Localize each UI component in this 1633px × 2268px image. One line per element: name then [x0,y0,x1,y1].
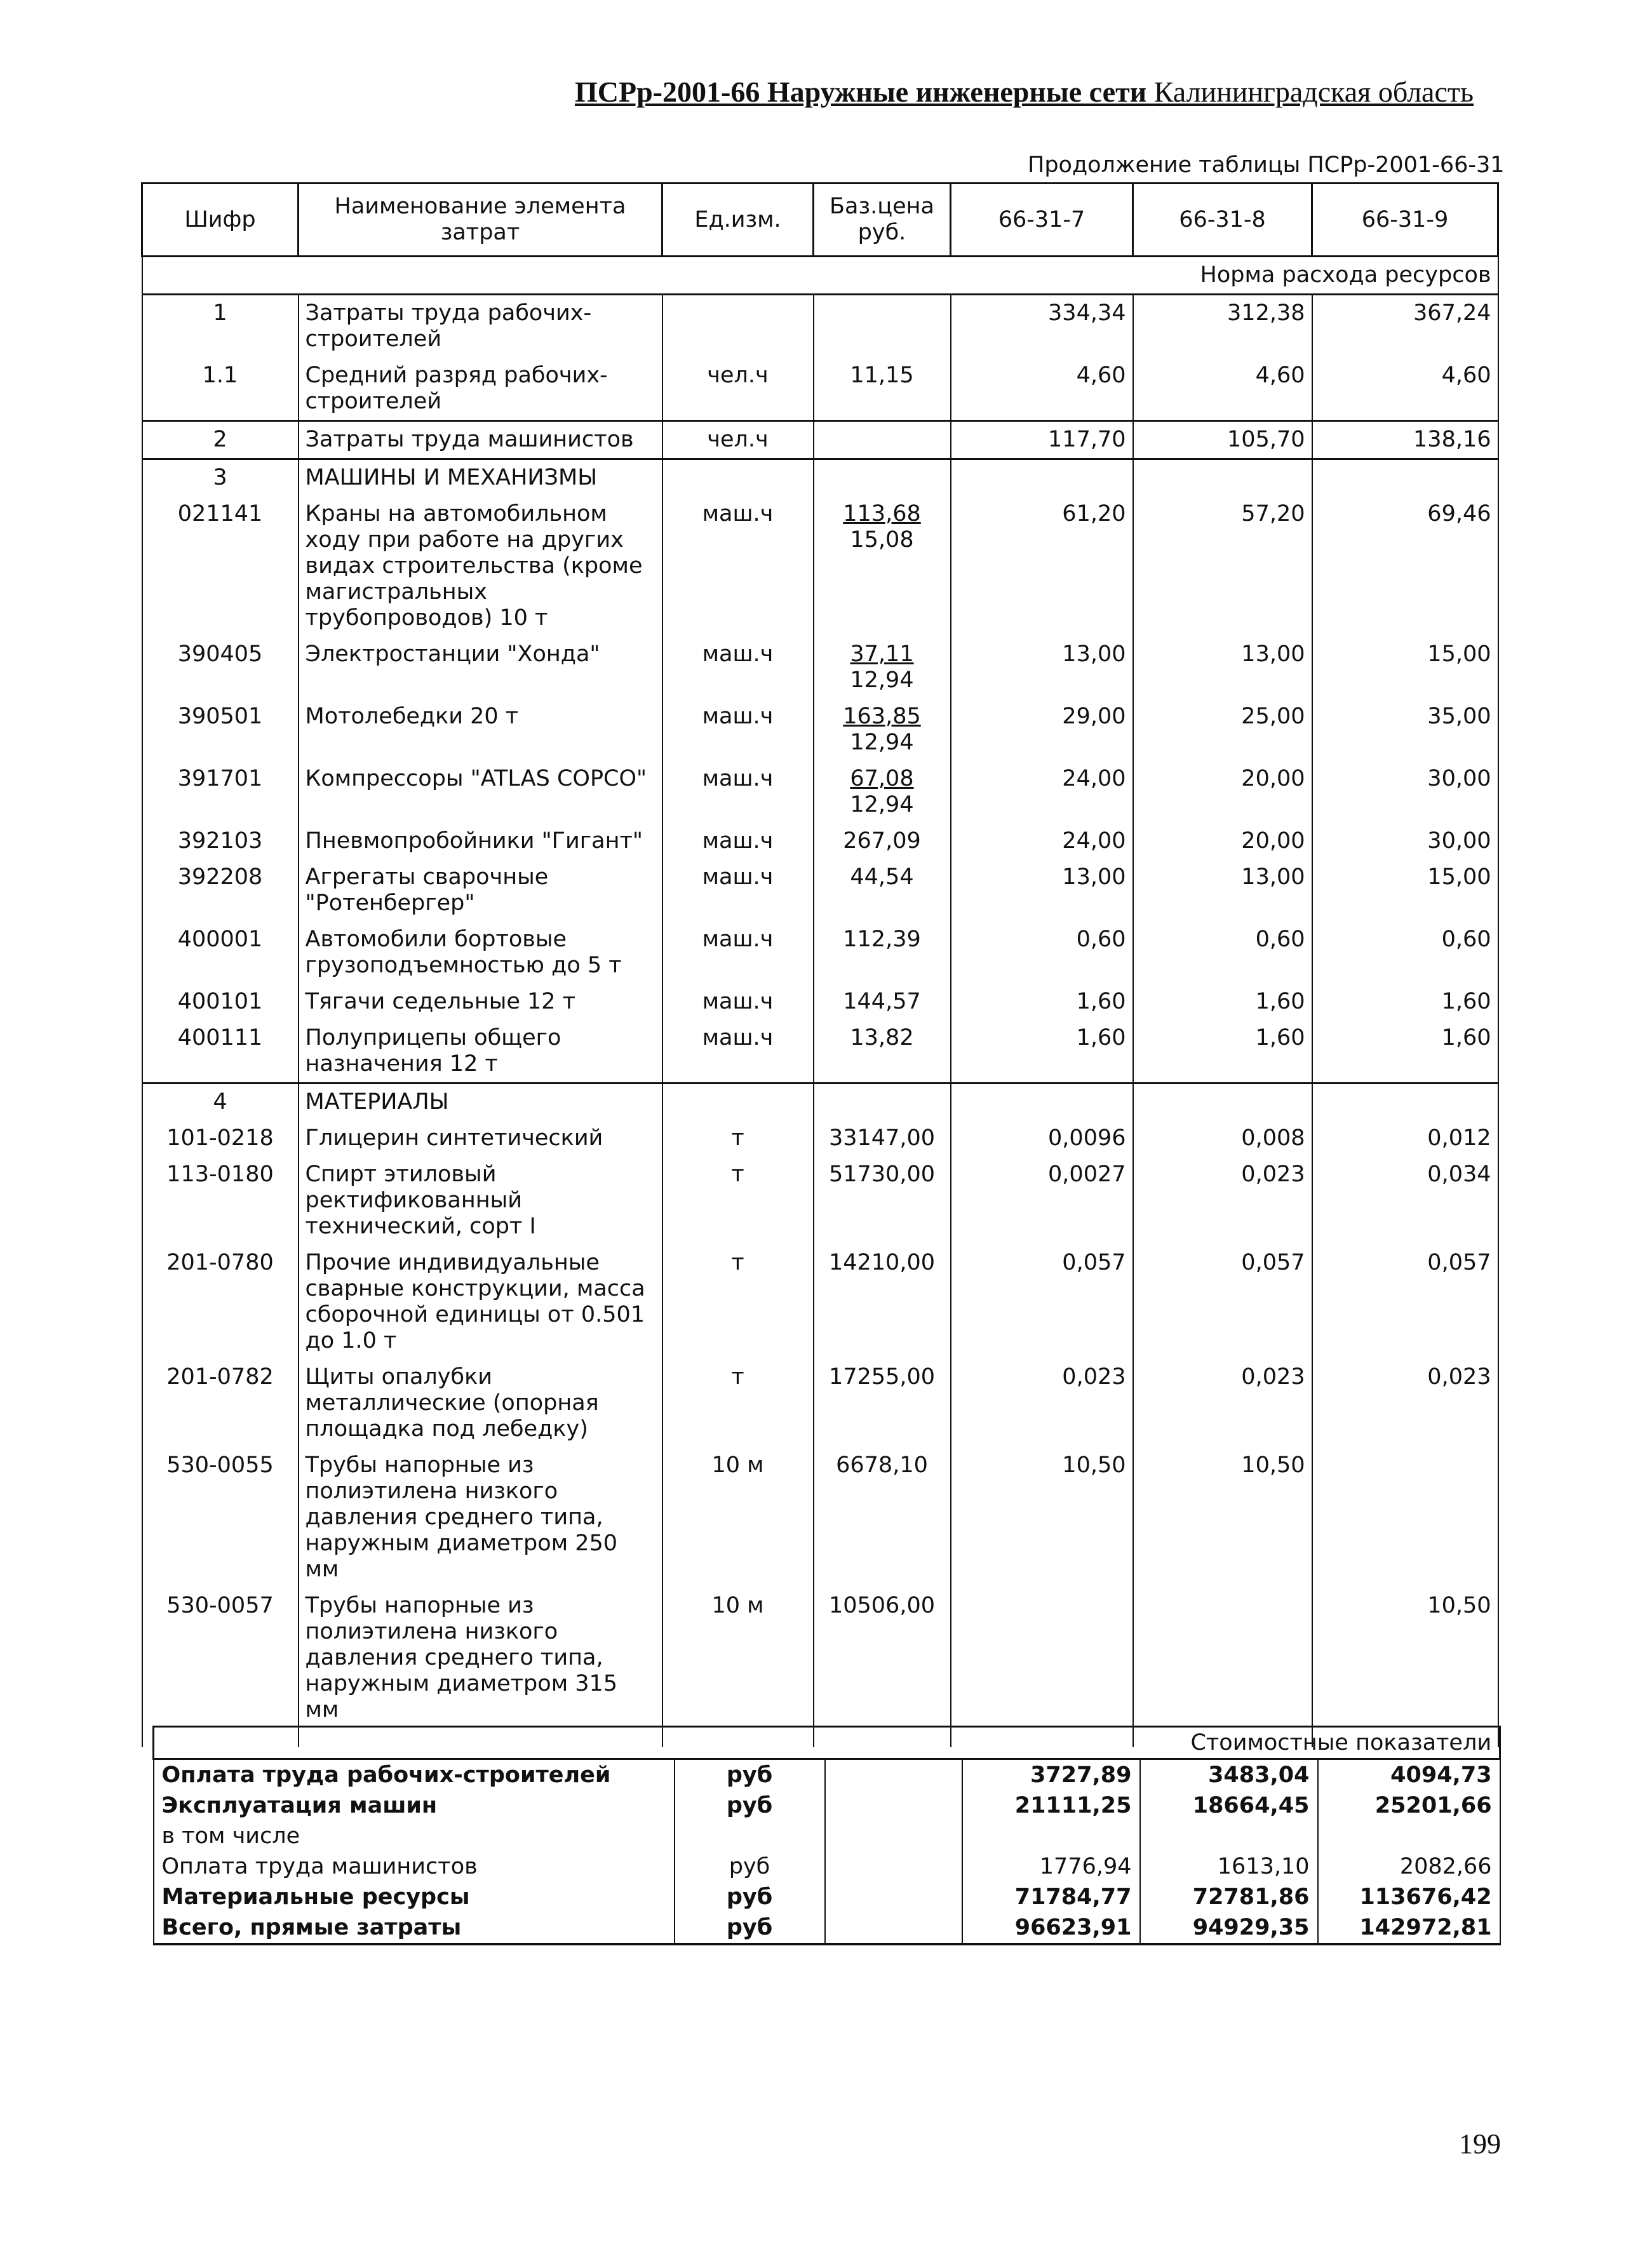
header-region: Калининградская область [1153,76,1474,108]
row-name: МАШИНЫ И МЕХАНИЗМЫ [299,459,662,497]
row-code: 392103 [142,823,299,859]
row-unit: т [662,1120,814,1157]
row-code: 113-0180 [142,1157,299,1245]
row-price [814,421,951,459]
row-price [814,496,951,636]
summary-name: Всего, прямые затраты [154,1912,675,1944]
row-price: 10506,00 [814,1588,951,1728]
summary-row [154,1790,1500,1821]
table-row [142,358,1498,421]
summary-value-66-31-9: 4094,73 [1318,1759,1500,1791]
summary-unit: руб [675,1882,825,1912]
row-value-66-31-7 [951,459,1133,497]
row-unit [662,295,814,358]
price-operator: 15,08 [850,527,914,553]
row-name: Затраты труда рабочих-строителей [299,295,662,358]
summary-value-66-31-9 [1318,1821,1500,1851]
summary-value-66-31-8: 1613,10 [1140,1851,1318,1882]
row-price: 17255,00 [814,1359,951,1447]
price-base: 113,68 [843,501,921,527]
row-code: 1 [142,295,299,358]
summary-row [154,1821,1500,1851]
row-unit [662,459,814,497]
summary-price [825,1821,962,1851]
summary-name: Материальные ресурсы [154,1882,675,1912]
row-name: Тягачи седельные 12 т [299,984,662,1020]
row-name: Автомобили бортовые грузоподъемностью до 5 т [299,922,662,984]
row-value-66-31-8: 13,00 [1133,859,1312,922]
row-value-66-31-8: 1,60 [1133,1020,1312,1084]
table-row [142,922,1498,984]
summary-price [825,1790,962,1821]
summary-name: в том числе [154,1821,675,1851]
resource-table [141,182,1499,1747]
summary-value-66-31-9: 113676,42 [1318,1882,1500,1912]
row-unit: чел.ч [662,358,814,421]
row-value-66-31-9: 138,16 [1312,421,1498,459]
summary-row [154,1759,1500,1791]
row-code: 400001 [142,922,299,984]
row-code: 390501 [142,699,299,761]
column-header-price: Баз.цена руб. [814,184,951,257]
row-value-66-31-7: 1,60 [951,1020,1133,1084]
summary-unit: руб [675,1759,825,1791]
row-value-66-31-8: 0,023 [1133,1157,1312,1245]
row-value-66-31-8 [1133,459,1312,497]
row-code: 3 [142,459,299,497]
table-row [142,1447,1498,1588]
row-unit: маш.ч [662,496,814,636]
summary-value-66-31-7: 3727,89 [962,1759,1140,1791]
row-value-66-31-9: 15,00 [1312,636,1498,699]
table-row [142,1588,1498,1728]
row-name: Полуприцепы общего назначения 12 т [299,1020,662,1084]
row-value-66-31-9 [1312,1447,1498,1588]
summary-row [154,1882,1500,1912]
page-header [575,75,1495,109]
price-operator: 12,94 [850,730,914,755]
row-code: 1.1 [142,358,299,421]
summary-price [825,1912,962,1944]
row-value-66-31-7: 334,34 [951,295,1133,358]
row-value-66-31-7: 61,20 [951,496,1133,636]
row-value-66-31-8: 57,20 [1133,496,1312,636]
price-base: 163,85 [843,704,921,729]
row-price [814,761,951,823]
summary-unit: руб [675,1790,825,1821]
row-price: 44,54 [814,859,951,922]
row-value-66-31-7: 0,0096 [951,1120,1133,1157]
row-name: Мотолебедки 20 т [299,699,662,761]
row-name: Затраты труда машинистов [299,421,662,459]
table-continuation-label: Продолжение таблицы ПСРр-2001-66-31 [1028,152,1505,178]
table-row [142,761,1498,823]
row-unit: маш.ч [662,984,814,1020]
table-row [142,823,1498,859]
row-value-66-31-9: 69,46 [1312,496,1498,636]
summary-unit: руб [675,1912,825,1944]
cost-label: Стоимостные показатели [154,1727,1500,1759]
row-unit: т [662,1157,814,1245]
row-value-66-31-7: 24,00 [951,761,1133,823]
row-value-66-31-8 [1133,1084,1312,1121]
header-code: ПСРр-2001-66 [575,76,760,108]
table-row [142,1245,1498,1359]
row-price [814,295,951,358]
row-value-66-31-9 [1312,459,1498,497]
summary-row [154,1912,1500,1944]
row-value-66-31-8: 25,00 [1133,699,1312,761]
row-unit [662,1084,814,1121]
row-unit: чел.ч [662,421,814,459]
table-row [142,1157,1498,1245]
row-value-66-31-8: 13,00 [1133,636,1312,699]
row-code: 391701 [142,761,299,823]
row-code: 530-0055 [142,1447,299,1588]
row-value-66-31-8: 4,60 [1133,358,1312,421]
row-value-66-31-8: 20,00 [1133,761,1312,823]
row-name: Компрессоры "ATLAS COPCO" [299,761,662,823]
row-value-66-31-8: 0,023 [1133,1359,1312,1447]
row-code: 4 [142,1084,299,1121]
row-value-66-31-7: 29,00 [951,699,1133,761]
row-unit: маш.ч [662,922,814,984]
row-code: 101-0218 [142,1120,299,1157]
row-price: 13,82 [814,1020,951,1084]
column-header-unit: Ед.изм. [662,184,814,257]
row-price: 11,15 [814,358,951,421]
row-value-66-31-7: 0,0027 [951,1157,1133,1245]
row-price: 51730,00 [814,1157,951,1245]
table-row [142,1120,1498,1157]
row-name: Краны на автомобильном ходу при работе на других видах строительства (кроме магистральных трубопроводов) 10 т [299,496,662,636]
row-value-66-31-8 [1133,1588,1312,1728]
price-base: 67,08 [850,766,914,791]
summary-value-66-31-7: 96623,91 [962,1912,1140,1944]
row-value-66-31-9: 30,00 [1312,761,1498,823]
row-value-66-31-9: 1,60 [1312,984,1498,1020]
row-name: Пневмопробойники "Гигант" [299,823,662,859]
row-unit: маш.ч [662,859,814,922]
summary-name: Оплата труда машинистов [154,1851,675,1882]
row-name: Прочие индивидуальные сварные конструкции, масса сборочной единицы от 0.501 до 1.0 т [299,1245,662,1359]
row-value-66-31-9: 0,023 [1312,1359,1498,1447]
table-row [142,1020,1498,1084]
header-title: Наружные инженерные сети [767,76,1147,108]
column-header-code: Шифр [142,184,299,257]
row-value-66-31-7: 13,00 [951,636,1133,699]
summary-value-66-31-9: 25201,66 [1318,1790,1500,1821]
price-operator: 12,94 [850,668,914,693]
row-value-66-31-9: 1,60 [1312,1020,1498,1084]
row-price: 14210,00 [814,1245,951,1359]
row-value-66-31-9: 367,24 [1312,295,1498,358]
row-value-66-31-7: 10,50 [951,1447,1133,1588]
norm-label: Норма расхода ресурсов [142,257,1498,295]
row-value-66-31-8: 105,70 [1133,421,1312,459]
row-value-66-31-8: 20,00 [1133,823,1312,859]
summary-price [825,1882,962,1912]
row-unit: 10 м [662,1588,814,1728]
row-unit: маш.ч [662,699,814,761]
row-price: 6678,10 [814,1447,951,1588]
row-code: 392208 [142,859,299,922]
column-header-66-31-9: 66-31-9 [1312,184,1498,257]
row-value-66-31-7 [951,1084,1133,1121]
row-value-66-31-7: 13,00 [951,859,1133,922]
row-value-66-31-8: 0,057 [1133,1245,1312,1359]
row-value-66-31-7: 0,60 [951,922,1133,984]
row-unit: маш.ч [662,761,814,823]
row-value-66-31-9: 4,60 [1312,358,1498,421]
row-price [814,636,951,699]
row-price [814,699,951,761]
row-value-66-31-9: 10,50 [1312,1588,1498,1728]
table-row [142,496,1498,636]
table-row [142,459,1498,497]
row-name: МАТЕРИАЛЫ [299,1084,662,1121]
row-name: Электростанции "Хонда" [299,636,662,699]
summary-value-66-31-7: 21111,25 [962,1790,1140,1821]
summary-value-66-31-8: 72781,86 [1140,1882,1318,1912]
row-value-66-31-9: 0,60 [1312,922,1498,984]
norm-band-row [142,257,1498,295]
row-value-66-31-7 [951,1588,1133,1728]
summary-price [825,1851,962,1882]
price-operator: 12,94 [850,792,914,817]
row-name: Трубы напорные из полиэтилена низкого давления среднего типа, наружным диаметром 250 мм [299,1447,662,1588]
table-row [142,1084,1498,1121]
row-unit: т [662,1245,814,1359]
summary-name: Эксплуатация машин [154,1790,675,1821]
row-unit: т [662,1359,814,1447]
summary-value-66-31-8: 94929,35 [1140,1912,1318,1944]
row-value-66-31-9: 0,057 [1312,1245,1498,1359]
row-name: Глицерин синтетический [299,1120,662,1157]
table-header-row [142,184,1498,257]
row-code: 530-0057 [142,1588,299,1728]
row-price [814,1084,951,1121]
row-value-66-31-7: 0,057 [951,1245,1133,1359]
summary-name: Оплата труда рабочих-строителей [154,1759,675,1791]
row-value-66-31-8: 1,60 [1133,984,1312,1020]
row-value-66-31-8: 0,008 [1133,1120,1312,1157]
row-value-66-31-9: 0,012 [1312,1120,1498,1157]
row-code: 390405 [142,636,299,699]
row-unit: маш.ч [662,636,814,699]
table-row [142,636,1498,699]
table-row [142,699,1498,761]
summary-value-66-31-8: 3483,04 [1140,1759,1318,1791]
row-value-66-31-9: 0,034 [1312,1157,1498,1245]
column-header-66-31-8: 66-31-8 [1133,184,1312,257]
summary-unit [675,1821,825,1851]
row-value-66-31-7: 117,70 [951,421,1133,459]
row-price: 112,39 [814,922,951,984]
row-code: 201-0780 [142,1245,299,1359]
summary-value-66-31-8 [1140,1821,1318,1851]
table-row [142,295,1498,358]
summary-value-66-31-8: 18664,45 [1140,1790,1318,1821]
row-value-66-31-8: 0,60 [1133,922,1312,984]
summary-value-66-31-7: 1776,94 [962,1851,1140,1882]
column-header-66-31-7: 66-31-7 [951,184,1133,257]
row-name: Щиты опалубки металлические (опорная площадка под лебедку) [299,1359,662,1447]
row-value-66-31-7: 0,023 [951,1359,1133,1447]
cost-band-row [154,1727,1500,1759]
summary-unit: руб [675,1851,825,1882]
row-name: Агрегаты сварочные "Ротенбергер" [299,859,662,922]
row-unit: маш.ч [662,1020,814,1084]
row-value-66-31-9: 35,00 [1312,699,1498,761]
row-value-66-31-7: 4,60 [951,358,1133,421]
summary-value-66-31-7 [962,1821,1140,1851]
row-name: Средний разряд рабочих-строителей [299,358,662,421]
row-value-66-31-9 [1312,1084,1498,1121]
page-number: 199 [1459,2128,1501,2159]
row-code: 2 [142,421,299,459]
row-code: 021141 [142,496,299,636]
summary-value-66-31-7: 71784,77 [962,1882,1140,1912]
summary-value-66-31-9: 2082,66 [1318,1851,1500,1882]
row-value-66-31-8: 10,50 [1133,1447,1312,1588]
row-name: Трубы напорные из полиэтилена низкого давления среднего типа, наружным диаметром 315 мм [299,1588,662,1728]
table-row [142,859,1498,922]
row-price: 144,57 [814,984,951,1020]
row-code: 400101 [142,984,299,1020]
row-value-66-31-7: 1,60 [951,984,1133,1020]
column-header-name: Наименование элемента затрат [299,184,662,257]
row-value-66-31-8: 312,38 [1133,295,1312,358]
summary-table [152,1726,1501,1945]
row-value-66-31-9: 15,00 [1312,859,1498,922]
row-price [814,459,951,497]
table-row [142,421,1498,459]
price-base: 37,11 [850,641,914,667]
row-unit: маш.ч [662,823,814,859]
row-unit: 10 м [662,1447,814,1588]
row-price: 267,09 [814,823,951,859]
summary-value-66-31-9: 142972,81 [1318,1912,1500,1944]
row-price: 33147,00 [814,1120,951,1157]
row-code: 201-0782 [142,1359,299,1447]
table-row [142,1359,1498,1447]
row-code: 400111 [142,1020,299,1084]
row-name: Спирт этиловый ректификованный технический, сорт I [299,1157,662,1245]
row-value-66-31-9: 30,00 [1312,823,1498,859]
summary-row [154,1851,1500,1882]
table-row [142,984,1498,1020]
row-value-66-31-7: 24,00 [951,823,1133,859]
summary-price [825,1759,962,1791]
